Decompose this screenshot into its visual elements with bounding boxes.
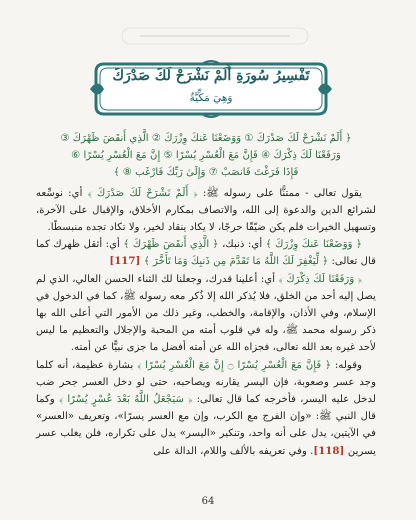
paragraph-text: وقوله: bbox=[331, 359, 362, 371]
quoted-verse: ﴿ فَإِنَّ مَعَ الْعُسْرِ يُسْرًا ۝ إِنَّ مَعَ الْعُسْرِ يُسْرًا ﴾ bbox=[137, 359, 332, 371]
surah-subtitle: وَهِيَ مَكِّيَّةٌ bbox=[189, 92, 233, 104]
bleed-through-ornament bbox=[120, 26, 310, 46]
paragraph-text: وكما قال النبي ﷺ: «وإن الفرج مع الكرب، وإن مع العسر يسرًا»، وتعريف «العسر» في الآيتين، يدل على أنه واحد، وتنكير «اليسر» يدل على تكراره، فلن يغلب عسر يسرين bbox=[36, 394, 376, 457]
quoted-verse: ﴿ سَيَجْعَلُ اللَّهُ بَعْدَ عُسْرٍ يُسْرًا ﴾ bbox=[58, 394, 193, 406]
tafsir-body bbox=[36, 130, 376, 460]
quoted-verse: ﴿ لِّيَغْفِرَ لَكَ اللَّهُ مَا تَقَدَّمَ مِن ذَنبِكَ وَمَا تَأَخَّرَ ﴾ bbox=[143, 256, 329, 268]
verses-line-2: وَرَفَعْنَا لَكَ ذِكْرَكَ ④ فَإِنَّ مَعَ الْعُسْرِ يُسْرًا ⑤ إِنَّ مَعَ الْعُسْرِ يُسْرًا ⑥ bbox=[71, 150, 341, 162]
verses-line-1: ﴿ أَلَمْ نَشْرَحْ لَكَ صَدْرَكَ ① وَوَضَعْنَا عَنكَ وِزْرَكَ ② الَّذِي أَنقَضَ ظَهْرَكَ ③ bbox=[60, 133, 352, 144]
quoted-verse: ﴿ الَّذِي أَنقَضَ ظَهْرَكَ ﴾ bbox=[123, 239, 219, 251]
surah-title: تَفْسِيرُ سُورَةِ أَلَمْ نَشْرَحْ لَكَ صَدْرَكَ bbox=[112, 68, 310, 84]
paragraph-text: بشارة عظيمة، أنه كلما وجد عسر وصعوبة، فإن اليسر يقارنه ويصاحبه، حتى لو دخل العسر جحر ضب لدخل عليه اليسر، فأخرجه كما قال تعالى: bbox=[36, 359, 376, 406]
paragraph-2 bbox=[36, 236, 376, 270]
footnote-ref[interactable]: [117] bbox=[109, 255, 144, 268]
page-number: 64 bbox=[201, 496, 215, 507]
paragraph-text: أي: ذنبك، bbox=[218, 239, 266, 251]
paragraph-text: أي: أثقل ظهرك كما قال تعالى: bbox=[36, 239, 376, 268]
quoted-verse: ﴿ وَرَفَعْنَا لَكَ ذِكْرَكَ ﴾ bbox=[278, 273, 362, 285]
paragraph-text: . وفي تعريفه بالألف واللام، الدالة على bbox=[153, 445, 314, 457]
quoted-verse: ﴿ أَلَمْ نَشْرَحْ لَكَ صَدْرَكَ ﴾ bbox=[87, 187, 198, 199]
verses-block bbox=[36, 130, 376, 182]
verses-line-3: فَإِذَا فَرَغْتَ فَانصَبْ ⑦ وَإِلَىٰ رَبِّكَ فَارْغَب ⑧ ﴾ bbox=[113, 167, 299, 179]
paragraph-1 bbox=[36, 185, 376, 237]
quoted-verse: ﴿ وَوَضَعْنَا عَنكَ وِزْرَكَ ﴾ bbox=[265, 239, 362, 251]
paragraph-4 bbox=[36, 357, 376, 460]
paragraph-text: أي: أعلينا قدرك، وجعلنا لك الثناء الحسن العالي، الذي لم يصل إليه أحد من الخلق، فلا يُذكر الله إلا ذُكر معه رسوله ﷺ، كما في الدخول في الإسلام، وفي الأذان، والإقامة، والخطب، وغير ذلك من الأمور التي أعلى الله بها ذكر رسوله محمد ﷺ، وله في قلوب أمته من المحبة والإجلال والتعظيم ما ليس لأحد غيره بعد الله تعالى، فجزاه الله عن أمته أفضل ما جزى نبيًّا عن أمته. bbox=[36, 273, 376, 354]
paragraph-text: أي: نوسِّعه لشرائع الدين والدعوة إلى الله، والاتصاف بمكارم الأخلاق، والإقبال على الآخرة، وتسهيل الخيرات فلم يكن ضيّقًا حرجًا، لا يكاد ينقاد لخير، ولا تكاد تجده منبسطًا. bbox=[36, 187, 376, 234]
footnote-ref[interactable]: [118] bbox=[313, 444, 348, 457]
paragraph-text: يقول تعالى - ممتنًّا على رسوله ﷺ: bbox=[197, 187, 362, 199]
paragraph-3 bbox=[36, 271, 376, 357]
